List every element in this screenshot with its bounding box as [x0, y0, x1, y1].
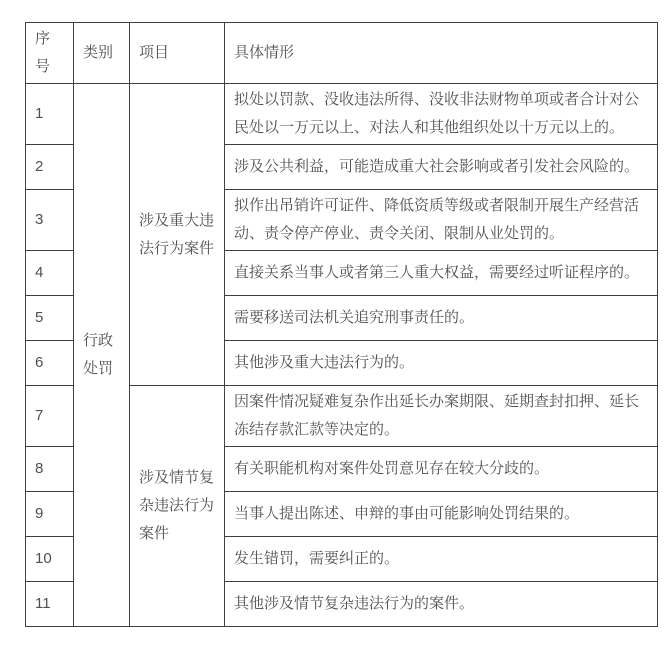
- row-number-cell: 1: [26, 84, 74, 145]
- detail-cell: 因案件情况疑难复杂作出延长办案期限、延期查封扣押、延长冻结存款汇款等决定的。: [225, 386, 658, 447]
- header-row: [26, 23, 658, 84]
- row-number-cell: 7: [26, 386, 74, 447]
- row-number-cell: 10: [26, 537, 74, 582]
- category-cell: 行政处罚: [74, 84, 130, 627]
- row-number-cell: 5: [26, 296, 74, 341]
- row-number-cell: 6: [26, 341, 74, 386]
- detail-cell: 发生错罚，需要纠正的。: [225, 537, 658, 582]
- detail-cell: 拟作出吊销许可证件、降低资质等级或者限制开展生产经营活动、责令停产停业、责令关闭、限制从业处罚的。: [225, 190, 658, 251]
- detail-cell: 涉及公共利益，可能造成重大社会影响或者引发社会风险的。: [225, 145, 658, 190]
- penalty-case-table: [25, 22, 658, 627]
- header-cell-project: 项目: [130, 23, 225, 84]
- row-number-cell: 3: [26, 190, 74, 251]
- table-row: [26, 84, 658, 145]
- project-cell-complex-violation: 涉及情节复杂违法行为案件: [130, 386, 225, 627]
- row-number-cell: 4: [26, 251, 74, 296]
- row-number-cell: 8: [26, 447, 74, 492]
- detail-cell: 直接关系当事人或者第三人重大权益，需要经过听证程序的。: [225, 251, 658, 296]
- detail-cell: 其他涉及重大违法行为的。: [225, 341, 658, 386]
- detail-cell: 当事人提出陈述、申辩的事由可能影响处罚结果的。: [225, 492, 658, 537]
- header-cell-no: 序号: [26, 23, 74, 84]
- row-number-cell: 2: [26, 145, 74, 190]
- project-cell-major-violation: 涉及重大违法行为案件: [130, 84, 225, 386]
- detail-cell: 其他涉及情节复杂违法行为的案件。: [225, 582, 658, 627]
- header-cell-detail: 具体情形: [225, 23, 658, 84]
- header-cell-category: 类别: [74, 23, 130, 84]
- detail-cell: 需要移送司法机关追究刑事责任的。: [225, 296, 658, 341]
- row-number-cell: 11: [26, 582, 74, 627]
- detail-cell: 拟处以罚款、没收违法所得、没收非法财物单项或者合计对公民处以一万元以上、对法人和其他组织处以十万元以上的。: [225, 84, 658, 145]
- detail-cell: 有关职能机构对案件处罚意见存在较大分歧的。: [225, 447, 658, 492]
- row-number-cell: 9: [26, 492, 74, 537]
